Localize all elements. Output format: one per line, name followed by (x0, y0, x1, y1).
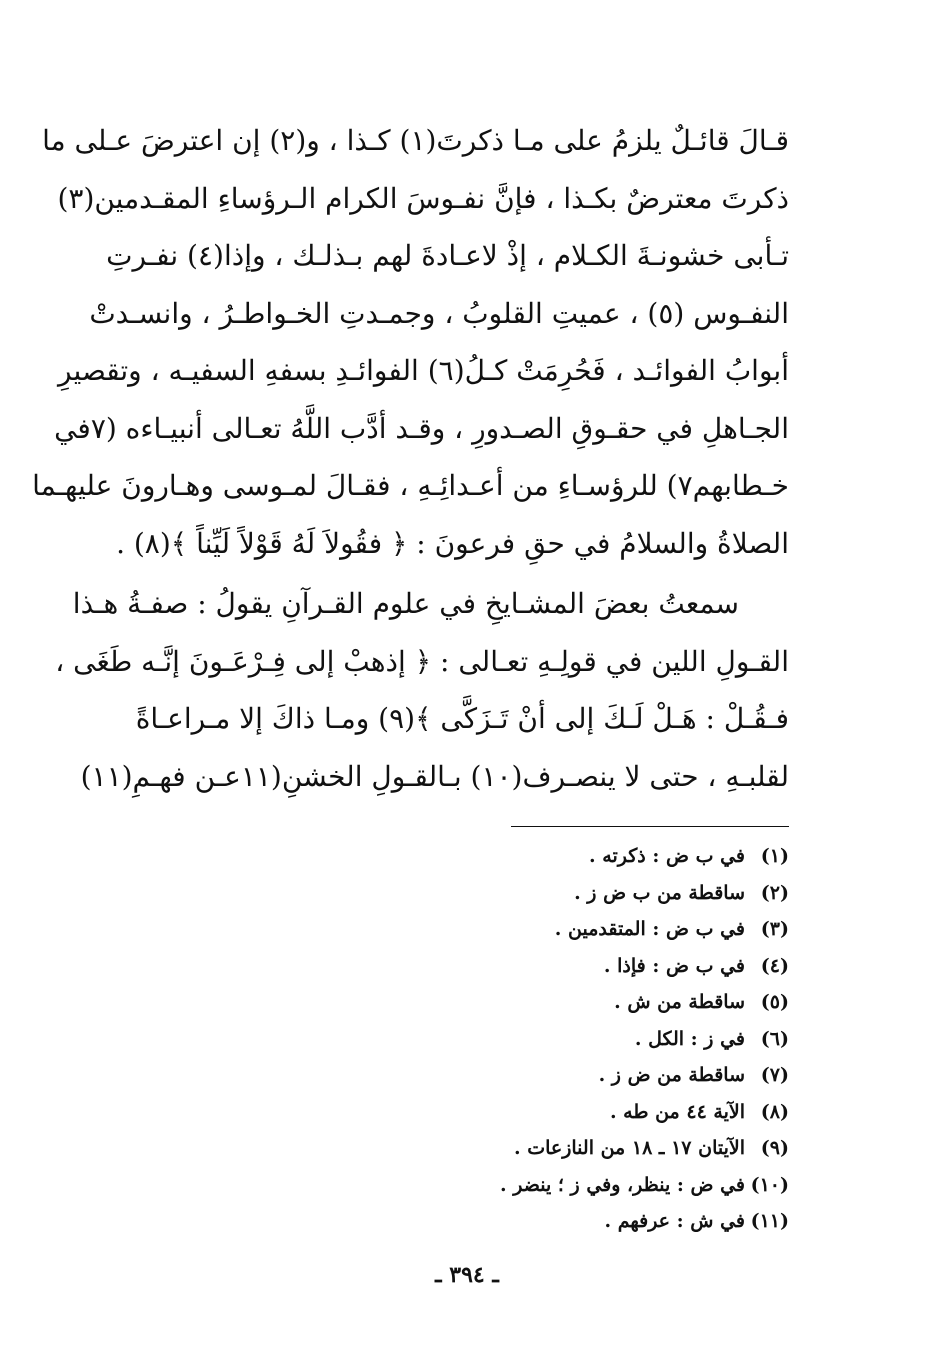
footnote-item (389, 1130, 789, 1167)
footnote-text: ساقطة من ب ض ز . (574, 881, 745, 904)
footnote-number: (٨) (760, 1100, 789, 1123)
footnote-divider (511, 826, 789, 827)
text-line: سمعتُ بعضَ المشـايخِ في علوم القـرآنِ يقولُ : صفـةُ هـذا (72, 587, 739, 620)
footnote-text: ساقطة من ض ز . (598, 1064, 745, 1086)
footnote-text: في ب ض : المتقدمين . (554, 918, 745, 940)
text-line: فـقُـلْ : هَـلْ لَـكَ إلى أنْ تَـزَكَّى ﴾(٩) ومـا ذاكَ إلا مـراعـاةً (135, 702, 789, 735)
footnote-item (389, 1167, 789, 1204)
footnote-number: (٥) (760, 991, 789, 1013)
footnote-number: (٤) (760, 954, 789, 977)
page-number: ـ ٣٩٤ ـ (435, 1262, 499, 1288)
footnote-number: (٢) (760, 881, 789, 904)
footnote-text: الآية ٤٤ من طه . (609, 1100, 745, 1123)
footnote-number: (١١) (750, 1210, 789, 1232)
footnote-text: في ب ض : فإذا . (603, 954, 745, 977)
footnote-item (389, 1203, 789, 1240)
footnote-item (389, 838, 789, 875)
footnote-number: (١) (760, 845, 789, 867)
footnote-text: في ز : الكل . (634, 1027, 745, 1050)
footnote-text: الآيتان ١٧ ـ ١٨ من النازعات . (513, 1137, 745, 1159)
footnote-item (389, 984, 789, 1021)
text-line: الصلاةُ والسلامُ في حقِ فرعونَ : ﴿ فقُولاَ لَهُ قَوْلاً لَيِّناً ﴾(٨) . (116, 526, 789, 560)
footnote-item (389, 948, 789, 985)
footnote-item (389, 1057, 789, 1094)
footnote-number: (٣) (760, 918, 789, 940)
text-line: النفـوس (٥) ، عميتِ القلوبُ ، وجمـدتِ الخـواطـرُ ، وانسـدتْ (89, 296, 789, 330)
text-line: خـطابهم٧) للرؤسـاءِ من أعـدائِـهِ ، فقـالَ لمـوسى وهـارونَ عليهـما (32, 469, 789, 502)
footnote-number: (٦) (760, 1027, 789, 1050)
footnotes-list (389, 838, 789, 1240)
footnote-text: ساقطة من ش . (614, 991, 745, 1013)
footnote-text: في ش : عرفهم . (604, 1210, 745, 1232)
footnote-item (389, 1094, 789, 1131)
text-line: الجـاهلِ في حقـوقِ الصـدورِ ، وقـد أدَّب اللَّهُ تعـالى أنبيـاءه (٧في (54, 411, 789, 445)
text-line: لقلبـهِ ، حتى لا ينصـرف(١٠) بـالقـولِ الخشنِ(١١عـن فهـمِ(١١) (80, 759, 789, 793)
text-line: ذكرتَ معترضٌ بكـذا ، فإنَّ نفـوسَ الكرام الـرؤساءِ المقـدمين(٣) (57, 181, 789, 215)
text-line: القـولِ اللين في قولِـهِ تعـالى : ﴿ إذهبْ إلى فِـرْعَـونَ إنَّـه طَغَى ، (55, 644, 789, 678)
footnote-number: (١٠) (750, 1173, 789, 1196)
main-paragraph-2 (55, 575, 789, 805)
footnote-text: في ض : ينظر، وفي ز ؛ ينضر . (500, 1173, 745, 1196)
text-line: قـالَ قائـلٌ يلزمُ على مـا ذكرتَ(١) كـذا ، و(٢) إن اعترضَ عـلى ما (42, 124, 789, 157)
footnote-item (389, 1021, 789, 1058)
footnote-text: في ب ض : ذكرته . (589, 845, 745, 867)
footnote-number: (٩) (760, 1137, 789, 1159)
footnote-item (389, 911, 789, 948)
main-paragraph-1 (32, 112, 789, 572)
footnote-item (389, 875, 789, 912)
text-line: تـأبى خشونـةَ الكـلام ، إذْ لاعـادةَ لهم بـذلـك ، وإذا(٤) نفـرتِ (106, 239, 789, 272)
footnote-number: (٧) (760, 1064, 789, 1086)
text-line: أبوابُ الفوائـد ، فَحُرِمَتْ كـلُ(٦) الفوائـدِ بسفهِ السفيـه ، وتقصيرِ (58, 354, 789, 387)
